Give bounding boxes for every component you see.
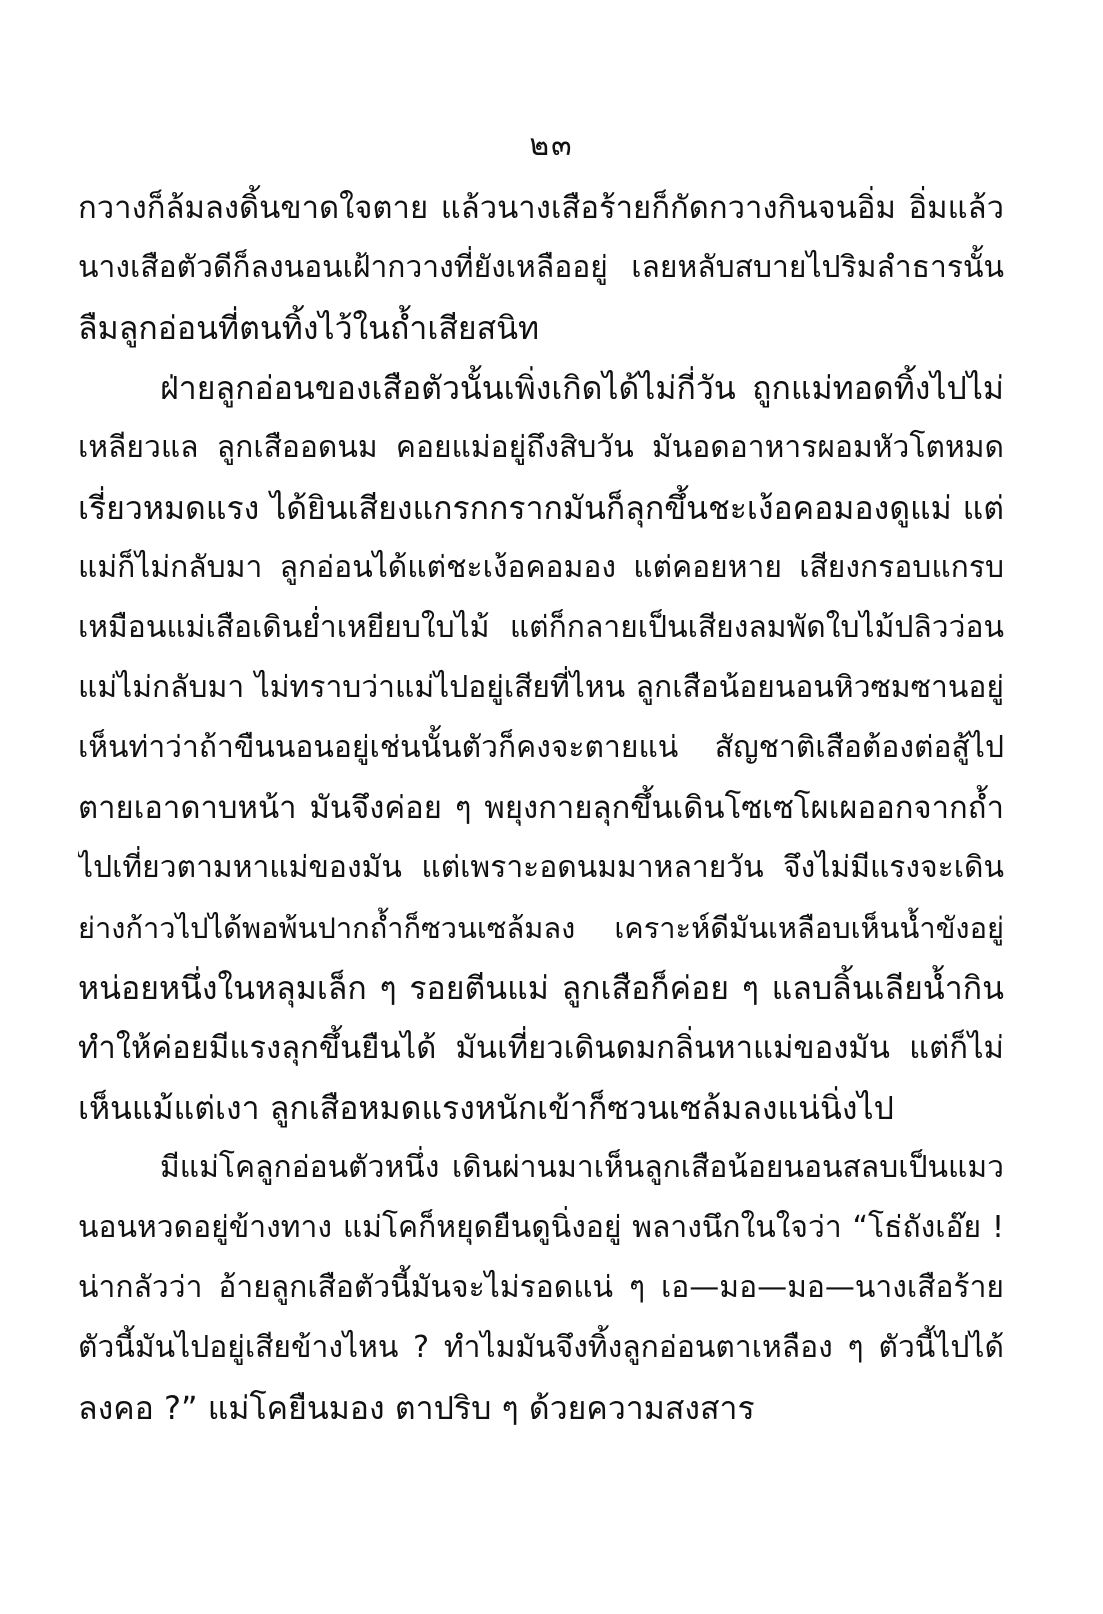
text-line: มีแม่โคลูกอ่อนตัวหนึ่ง เดินผ่านมาเห็นลูกเสือน้อยนอนสลบเป็นแมว (160, 1150, 1004, 1185)
text-line: ลงคอ ?” แม่โคยืนมอง ตาปริบ ๆ ด้วยความสงสาร (78, 1389, 755, 1427)
text-line: ตัวนี้มันไปอยู่เสียข้างไหน ? ทำไมมันจึงทิ้งลูกอ่อนตาเหลือง ๆ ตัวนี้ไปได้ (78, 1330, 1004, 1365)
text-line: ลืมลูกอ่อนที่ตนทิ้งไว้ในถ้ำเสียสนิท (78, 309, 540, 347)
body-text (78, 178, 1004, 1438)
text-line: เหลียวแล ลูกเสืออดนม คอยแม่อยู่ถึงสิบวัน มันอดอาหารผอมหัวโตหมด (78, 430, 1004, 465)
text-line: เรี่ยวหมดแรง ได้ยินเสียงแกรกกรากมันก็ลุกขึ้นชะเง้อคอมองดูแม่ แต่ (78, 489, 1004, 527)
text-line: กวางก็ล้มลงดิ้นขาดใจตาย แล้วนางเสือร้ายก็กัดกวางกินจนอิ่ม อิ่มแล้ว (78, 190, 1004, 226)
text-line: เหมือนแม่เสือเดินย่ำเหยียบใบไม้ แต่ก็กลายเป็นเสียงลมพัดใบไม้ปลิวว่อน (78, 610, 1004, 645)
text-line: น่ากลัวว่า อ้ายลูกเสือตัวนี้มันจะไม่รอดแน่ ๆ เอ—มอ—มอ—นางเสือร้าย (78, 1270, 1004, 1305)
text-line: แม่ก็ไม่กลับมา ลูกอ่อนได้แต่ชะเง้อคอมอง แต่คอยหาย เสียงกรอบแกรบ (78, 550, 1004, 585)
text-line: ย่างก้าวไปได้พอพ้นปากถ้ำก็ซวนเซล้มลง เคราะห์ดีมันเหลือบเห็นน้ำขังอยู่ (78, 911, 1004, 945)
text-line: ฝ่ายลูกอ่อนของเสือตัวนั้นเพิ่งเกิดได้ไม่กี่วัน ถูกแม่ทอดทิ้งไปไม่ (160, 369, 1004, 407)
text-line: หน่อยหนึ่งในหลุมเล็ก ๆ รอยตีนแม่ ลูกเสือก็ค่อย ๆ แลบลิ้นเลียน้ำกิน (78, 969, 1004, 1007)
text-line: เห็นท่าว่าถ้าขืนนอนอยู่เช่นนั้นตัวก็คงจะตายแน่ สัญชาติเสือต้องต่อสู้ไป (78, 730, 1004, 765)
page-number: ๒๓ (529, 128, 574, 163)
text-line: ตายเอาดาบหน้า มันจึงค่อย ๆ พยุงกายลุกขึ้นเดินโซเซโผเผออกจากถ้ำ (78, 790, 1004, 826)
text-line: นางเสือตัวดีก็ลงนอนเฝ้ากวางที่ยังเหลืออยู่ เลยหลับสบายไปริมลำธารนั้น (78, 250, 1004, 285)
text-line: แม่ไม่กลับมา ไม่ทราบว่าแม่ไปอยู่เสียที่ไหน ลูกเสือน้อยนอนหิวซมซานอยู่ (78, 670, 1004, 705)
text-line: ไปเที่ยวตามหาแม่ของมัน แต่เพราะอดนมมาหลายวัน จึงไม่มีแรงจะเดิน (78, 850, 1004, 885)
text-line: เห็นแม้แต่เงา ลูกเสือหมดแรงหนักเข้าก็ซวนเซล้มลงแน่นิ่งไป (78, 1089, 894, 1127)
text-line: นอนหวดอยู่ข้างทาง แม่โคก็หยุดยืนดูนิ่งอยู่ พลางนึกในใจว่า “โธ่ถังเอ๊ย ! (78, 1210, 1004, 1245)
text-line: ทำให้ค่อยมีแรงลุกขึ้นยืนได้ มันเที่ยวเดินดมกลิ่นหาแม่ของมัน แต่ก็ไม่ (78, 1030, 1004, 1066)
